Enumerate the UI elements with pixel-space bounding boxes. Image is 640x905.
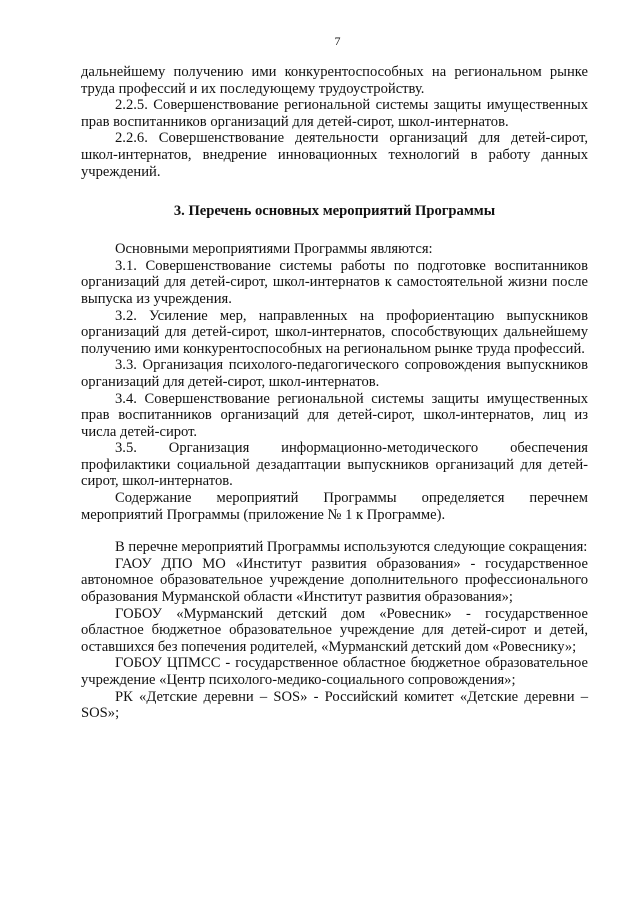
paragraph-content: Содержание мероприятий Программы определяется перечнем мероприятий Программы (приложение № 1 к Программе). [81,490,588,523]
paragraph-3-4: 3.4. Совершенствование региональной системы защиты имущественных прав воспитанников организаций для детей-сирот, школ-интернатов, лиц из числа детей-сирот. [81,390,588,440]
paragraph-abbrev-gaou: ГАОУ ДПО МО «Институт развития образования» - государственное автономное образовательное учреждение дополнительного профессионального образования Мурманской области «Институт развития образования»; [81,555,588,606]
paragraph-3-2: 3.2. Усиление мер, направленных на профориентацию выпускников организаций для детей-сирот, школ-интернатов, способствующих дальнейшему получению ими конкурентоспособных на региональном рынке труда профессий. [81,307,588,357]
paragraph-main-intro: Основными мероприятиями Программы являются: [115,241,433,258]
paragraph-3-5: 3.5. Организация информационно-методического обеспечения профилактики социальной дезадаптации выпускников организаций для детей-сирот, школ-интернатов. [81,440,588,490]
paragraph-2-2-6: 2.2.6. Совершенствование деятельности организаций для детей-сирот, школ-интернатов, внедрение инновационных технологий в работу данных учреждений. [81,130,588,180]
paragraph-3-3: 3.3. Организация психолого-педагогического сопровождения выпускников организаций для детей-сирот, школ-интернатов. [81,357,588,390]
paragraph-abbrev-rk-sos: РК «Детские деревни – SOS» - Российский комитет «Детские деревни – SOS»; [81,688,588,722]
paragraph-abbrev-intro: В перечне мероприятий Программы используются следующие сокращения: [115,539,588,556]
paragraph-abbrev-gobou-rovesnik: ГОБОУ «Мурманский детский дом «Ровесник» - государственное областное бюджетное образовательное учреждение для детей-сирот и детей, оставшихся без попечения родителей, «Мурманский детский дом «Ровеснику»; [81,605,588,655]
paragraph-abbrev-gobou-cpmss: ГОБОУ ЦПМСС - государственное областное бюджетное образовательное учреждение «Центр психолого-медико-социального сопровождения»; [81,655,588,688]
paragraph-2-2-5: 2.2.5. Совершенствование региональной системы защиты имущественных прав воспитанников организаций для детей-сирот, школ-интернатов. [81,97,588,130]
paragraph-3-1: 3.1. Совершенствование системы работы по подготовке воспитанников организаций для детей-сирот, школ-интернатов к самостоятельной жизни после выпуска из учреждения. [81,257,588,307]
section-heading: 3. Перечень основных мероприятий Программы [173,203,496,220]
paragraph-continuation: дальнейшему получению ими конкурентоспособных на региональном рынке труда профессий и их последующему трудоустройству. [81,64,588,97]
page-number: 7 [334,34,341,48]
